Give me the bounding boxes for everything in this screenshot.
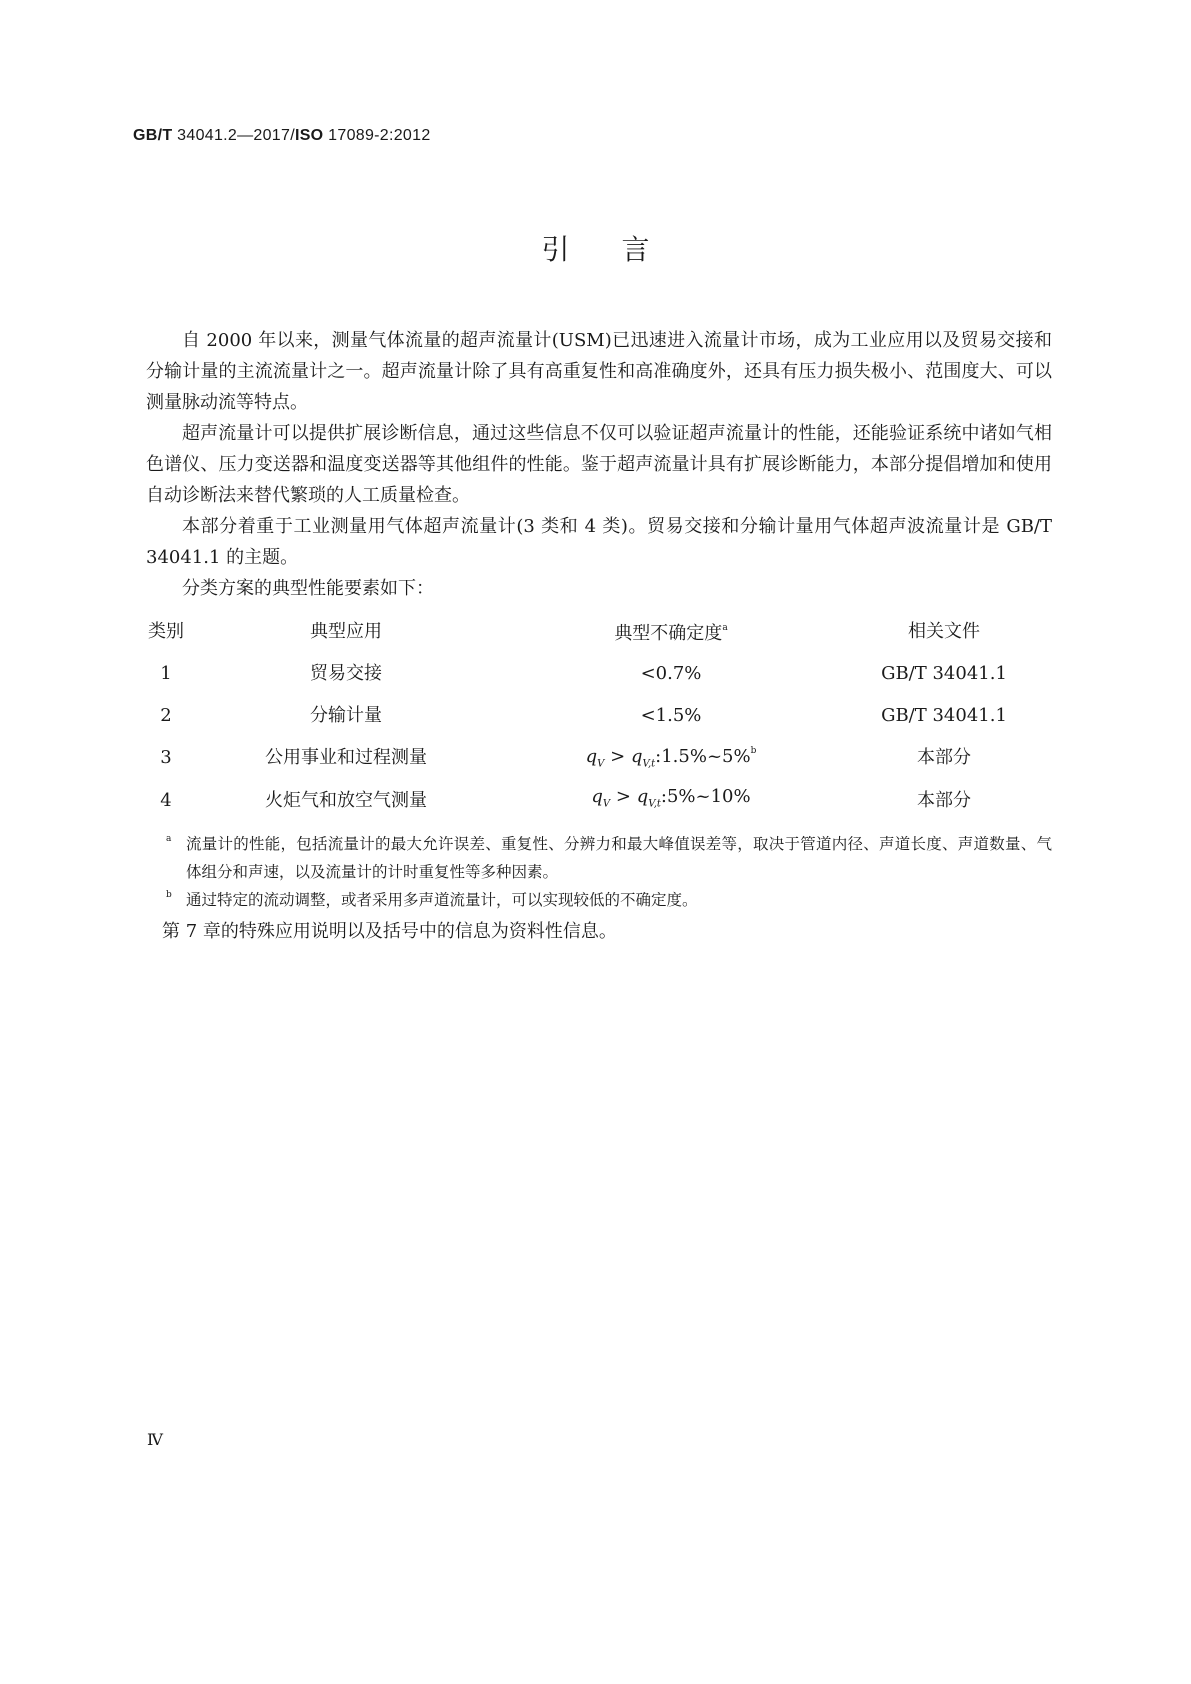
flow-rate-symbol: $q_V$ xyxy=(585,746,605,770)
cell-document: 本部分 xyxy=(917,747,971,769)
table-footnotes xyxy=(146,830,1052,914)
cell-category: 1 xyxy=(160,662,172,684)
paragraph-4: 分类方案的典型性能要素如下： xyxy=(182,578,434,599)
footnote-mark-b: b xyxy=(750,746,757,756)
cell-uncertainty: <1.5% xyxy=(640,704,702,726)
cell-document: GB/T 34041.1 xyxy=(881,662,1007,684)
flow-rate-symbol: $q_V$ xyxy=(591,786,611,810)
cell-application: 公用事业和过程测量 xyxy=(265,747,427,769)
page-number: Ⅳ xyxy=(147,1430,163,1449)
footnote-a xyxy=(146,830,1052,886)
cell-document: 本部分 xyxy=(917,790,971,812)
cell-document: GB/T 34041.1 xyxy=(881,704,1007,726)
cell-application: 火炬气和放空气测量 xyxy=(265,790,427,812)
footnote-a-text: 流量计的性能，包括流量计的最大允许误差、重复性、分辨力和最大峰值误差等，取决于管道内径、声道长度、声道数量、气体组分和声速，以及流量计的计时重复性等多种因素。 xyxy=(186,834,1052,881)
transition-flow-symbol: $q_{V,t}$ xyxy=(630,746,656,770)
footnote-b xyxy=(146,886,1052,914)
cell-category: 2 xyxy=(160,704,172,726)
page-title: 引言 xyxy=(541,233,702,266)
std-prefix: GB/T xyxy=(133,127,173,144)
iso-number: 17089-2:2012 xyxy=(328,127,431,144)
cell-application: 贸易交接 xyxy=(310,662,382,684)
cell-application: 分输计量 xyxy=(310,704,382,726)
cell-uncertainty: $q_V$ > $q_{V,t}:1.5\%\sim 5\%^b$ xyxy=(585,746,757,770)
cell-category: 4 xyxy=(160,790,172,812)
table-row xyxy=(146,780,1052,822)
iso-prefix: ISO xyxy=(294,127,324,144)
footnote-b-text: 通过特定的流动调整，或者采用多声道流量计，可以实现较低的不确定度。 xyxy=(186,890,698,909)
table-row xyxy=(146,736,1052,780)
final-paragraph: 第 7 章的特殊应用说明以及括号中的信息为资料性信息。 xyxy=(162,920,617,942)
transition-flow-symbol: $q_{V,t}$ xyxy=(636,786,661,810)
std-number: 34041.2—2017/ xyxy=(177,127,295,144)
footnote-mark-a: a xyxy=(722,623,728,633)
table-header-row xyxy=(146,610,1052,652)
paragraph-1: 自 2000 年以来，测量气体流量的超声流量计(USM)已迅速进入流量计市场，成为工业应用以及贸易交接和分输计量的主流流量计之一。超声流量计除了具有高重复性和高准确度外，还具有压力损失极小、范围度大、可以测量脉动流等特点。 xyxy=(146,330,1052,413)
table-row xyxy=(146,694,1052,736)
header-uncertainty: 典型不确定度$^a$ xyxy=(614,623,728,644)
classification-table xyxy=(146,610,1052,822)
footnote-a-mark: a xyxy=(166,833,172,844)
introduction-body xyxy=(146,325,1052,947)
table-row xyxy=(146,652,1052,694)
paragraph-3: 本部分着重于工业测量用气体超声流量计(3 类和 4 类)。贸易交接和分输计量用气体超声波流量计是 GB/T 34041.1 的主题。 xyxy=(146,516,1052,568)
header-category: 类别 xyxy=(148,620,184,642)
cell-uncertainty: $q_V$ > $q_{V,t}:5\%\sim 10\%$ xyxy=(591,786,751,810)
footnote-b-mark: b xyxy=(166,889,172,900)
cell-uncertainty: <0.7% xyxy=(640,662,702,684)
header-application: 典型应用 xyxy=(310,620,382,642)
paragraph-2: 超声流量计可以提供扩展诊断信息，通过这些信息不仅可以验证超声流量计的性能，还能验证系统中诸如气相色谱仪、压力变送器和温度变送器等其他组件的性能。鉴于超声流量计具有扩展诊断能力，本部分提倡增加和使用自动诊断法来替代繁琐的人工质量检查。 xyxy=(146,423,1052,506)
cell-category: 3 xyxy=(160,747,172,769)
standard-code xyxy=(133,127,431,145)
header-document: 相关文件 xyxy=(908,620,980,642)
